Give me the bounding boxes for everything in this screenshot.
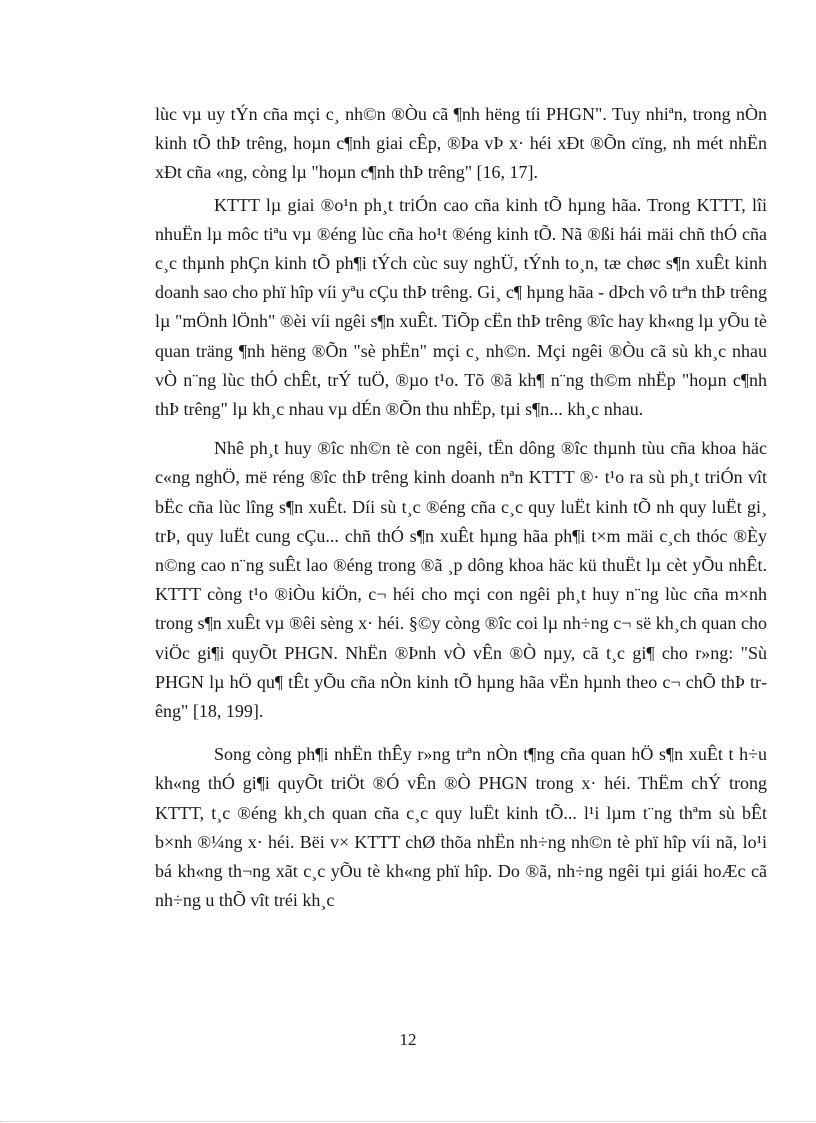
paragraph-human-factor: Nhê ph¸t huy ®îc nh©n tè con ngêi, tËn dông ®îc thµnh tùu cña khoa häc c«ng nghÖ, më réng ®îc thÞ trêng kinh doanh nªn KTTT ®· t¹o ra sù ph¸t triÓn vît bËc cña lùc lîng s¶n xuÊt. Díi sù t¸c ®éng cña c¸c quy luËt kinh tÕ nh quy luËt gi¸ trÞ, quy luËt cung cÇu... chñ thÓ s¶n xuÊt hµng hãa ph¶i t×m mäi c¸ch thóc ®Èy n©ng cao n¨ng suÊt lao ®éng trong ®ã ¸p dông khoa häc kü thuËt lµ cèt yÕu nhÊt. KTTT còng t¹o ®iÒu kiÖn, c¬ héi cho mçi con ngêi ph¸t huy n¨ng lùc cña m×nh trong s¶n xuÊt vµ ®êi sèng x· héi. §©y còng ®îc coi lµ nh÷ng c¬ së kh¸ch quan cho viÖc gi¶i quyÕt PHGN. NhËn ®Þnh vÒ vÊn ®Ò nµy, cã t¸c gi¶ cho r»ng: "Sù PHGN lµ hÖ qu¶ tÊt yÕu cña nÒn kinh tÕ hµng hãa vËn hµnh theo c¬ chÕ thÞ trêng" [18, 199]. xyxy=(155,438,767,722)
paragraph-spacer xyxy=(155,726,767,740)
page-number: 12 xyxy=(399,1030,417,1049)
paragraph-spacer xyxy=(155,424,767,434)
paragraph-kttt: KTTT lµ giai ®o¹n ph¸t triÓn cao cña kinh tÕ hµng hãa. Trong KTTT, lîi nhuËn lµ môc tiªu vµ ®éng lùc cña ho¹t ®éng kinh tÕ. Nã ®ßi hái mäi chñ thÓ cña c¸c thµnh phÇn kinh tÕ ph¶i tÝch cùc suy nghÜ, tÝnh to¸n, tæ chøc s¶n xuÊt kinh doanh sao cho phï hîp víi yªu cÇu thÞ trêng. Gi¸ c¶ hµng hãa - dÞch vô trªn thÞ trêng lµ "mÖnh lÖnh" ®èi víi ngêi s¶n xuÊt. TiÕp cËn thÞ trêng ®îc hay kh«ng lµ yÕu tè quan träng ¶nh hëng ®Õn "sè phËn" mçi c¸ nh©n. Mçi ngêi ®Òu cã sù kh¸c nhau vÒ n¨ng lùc thÓ chÊt, trÝ tuÖ, ®µo t¹o. Tõ ®ã kh¶ n¨ng th©m nhËp "hoµn c¶nh thÞ trêng" lµ kh¸c nhau vµ dÉn ®Õn thu nhËp, tµi s¶n... kh¸c nhau. xyxy=(155,194,767,420)
page-bottom-divider xyxy=(0,1121,816,1122)
paragraph-continuation: lùc vµ uy tÝn cña mçi c¸ nh©n ®Òu cã ¶nh hëng tíi PHGN". Tuy nhiªn, trong nÒn kinh tÕ thÞ trêng, hoµn c¶nh giai cÊp, ®Þa vÞ x· héi xÐt ®Õn cïng, nh mét nhËn xÐt cña «ng, còng lµ "hoµn c¶nh thÞ trêng" [16, 17]. xyxy=(155,104,767,183)
paragraph-private-ownership: Song còng ph¶i nhËn thÊy r»ng trªn nÒn t¶ng cña quan hÖ s¶n xuÊt t h÷u kh«ng thÓ gi¶i quyÕt triÖt ®Ó vÊn ®Ò PHGN trong x· héi. ThËm chÝ trong KTTT, t¸c ®éng kh¸ch quan cña c¸c quy luËt kinh tÕ... l¹i lµm t¨ng thªm sù bÊt b×nh ®¼ng x· héi. Bëi v× KTTT chØ thõa nhËn nh÷ng nh©n tè phï hîp víi nã, lo¹i bá kh«ng th¬ng xãt c¸c yÕu tè kh«ng phï hîp. Do ®ã, nh÷ng ngêi tµi giái hoÆc cã nh÷ng u thÕ vît tréi kh¸c xyxy=(155,744,767,911)
body-text xyxy=(155,100,767,915)
